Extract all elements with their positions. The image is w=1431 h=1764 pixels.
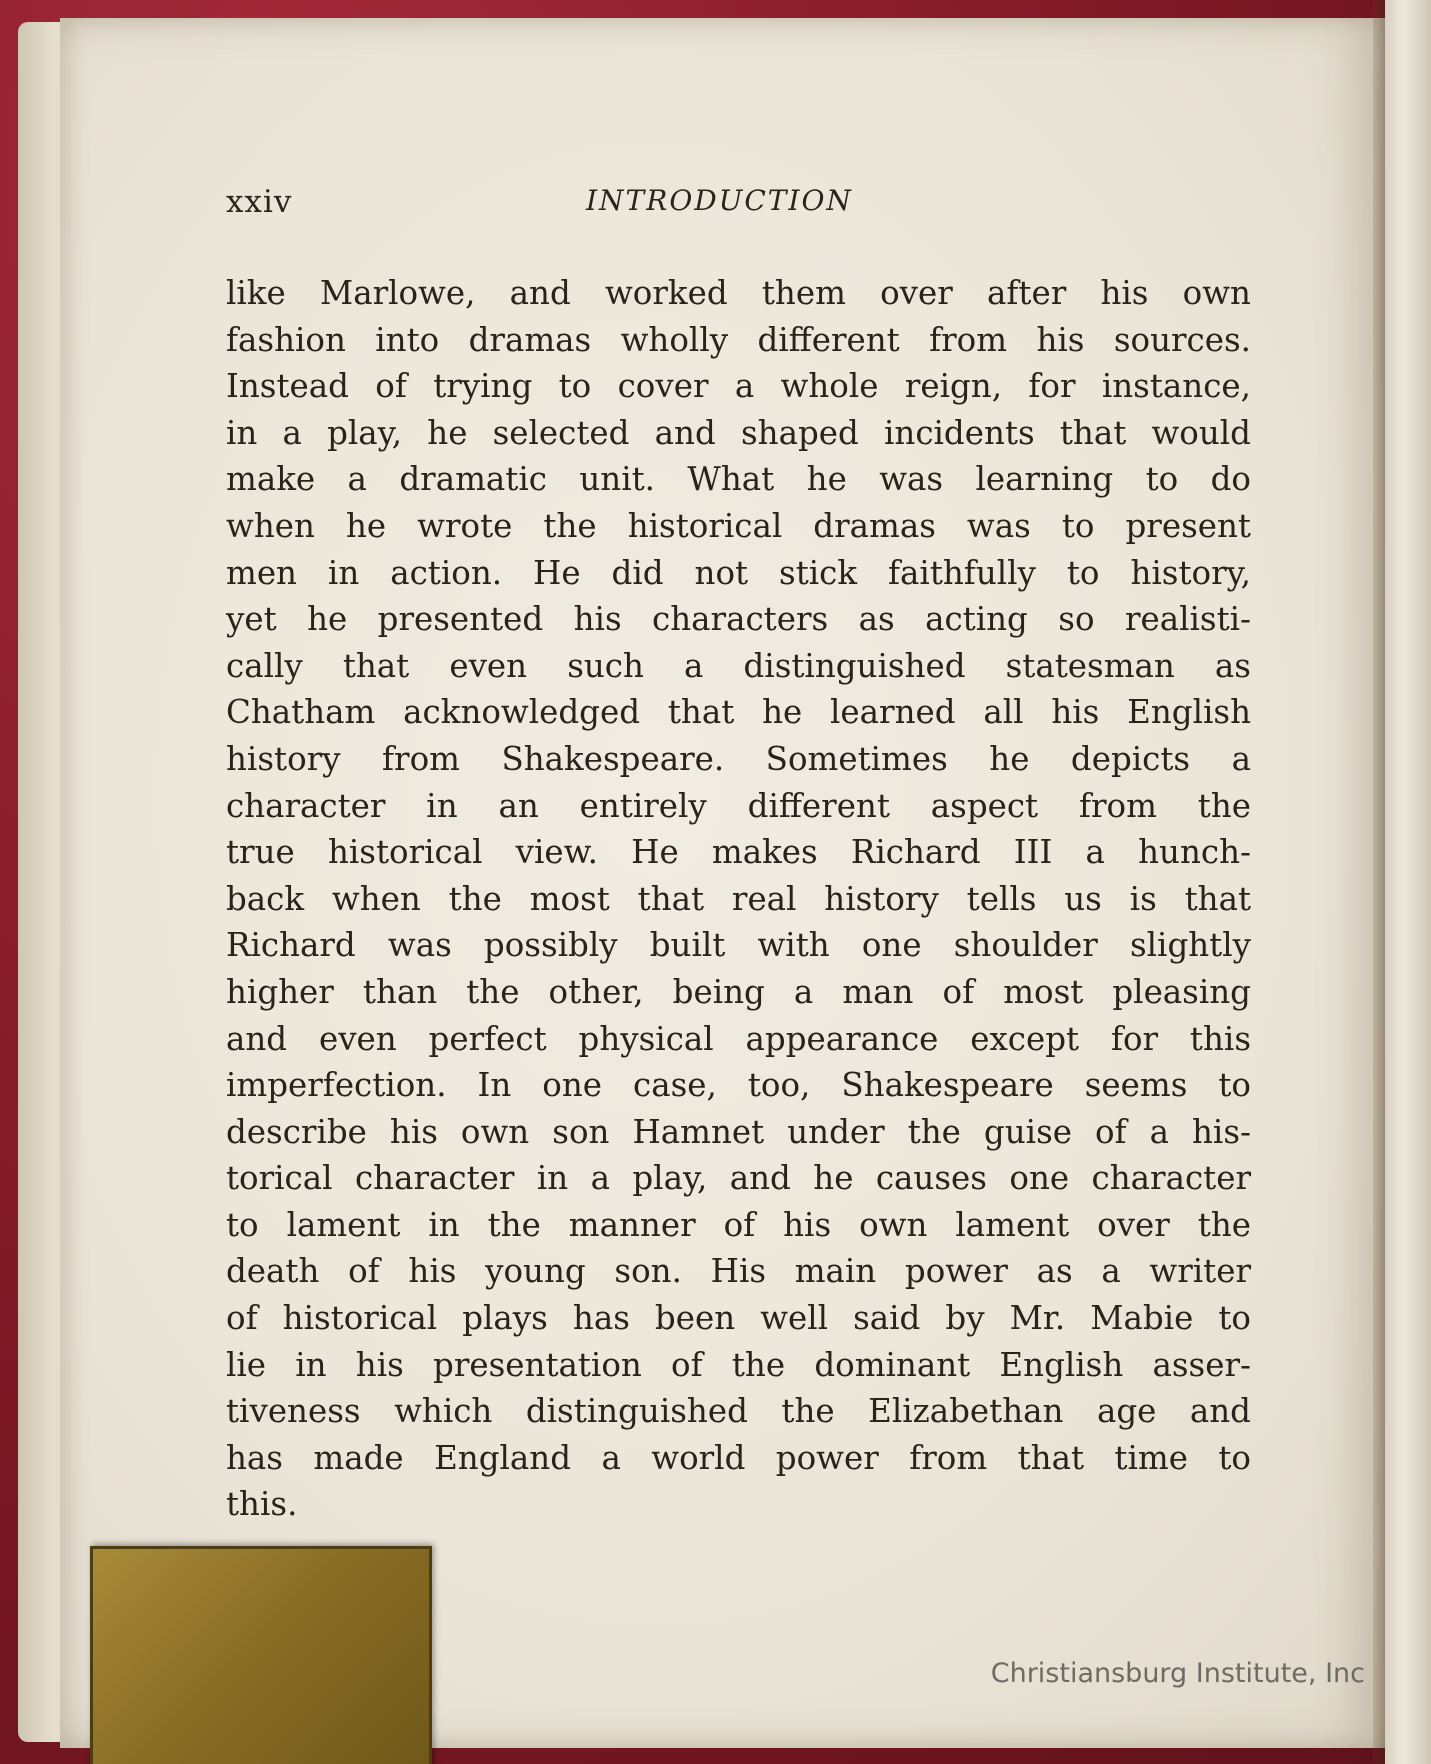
text-line: describe his own son Hamnet under the guise of a his- [226, 1112, 1251, 1151]
brass-bookmark [90, 1546, 432, 1764]
text-line: higher than the other, being a man of most pleasing [226, 972, 1251, 1011]
text-line: Richard was possibly built with one shoulder slightly [226, 926, 1251, 965]
text-line: back when the most that real history tells us is that [226, 879, 1251, 918]
text-line: imperfection. In one case, too, Shakespeare seems to [226, 1066, 1251, 1105]
page-number: xxiv [226, 184, 293, 220]
text-line: torical character in a play, and he causes one character [226, 1159, 1251, 1198]
text-line-last: this. [226, 1485, 298, 1524]
text-line: tiveness which distinguished the Elizabethan age and [226, 1392, 1251, 1431]
facing-page-edge [1385, 0, 1431, 1764]
text-line: cally that even such a distinguished statesman as [226, 646, 1251, 685]
running-head [226, 184, 1248, 224]
body-text [226, 270, 1251, 1528]
section-title: INTRODUCTION [586, 184, 853, 217]
text-line: to lament in the manner of his own lament over the [226, 1205, 1251, 1244]
text-line: Instead of trying to cover a whole reign, for instance, [226, 367, 1251, 406]
page-gutter-shadow [1373, 0, 1385, 1764]
text-line: men in action. He did not stick faithfully to history, [226, 553, 1251, 592]
text-line: character in an entirely different aspect from the [226, 786, 1251, 825]
text-line: history from Shakespeare. Sometimes he depicts a [226, 739, 1251, 778]
text-line: death of his young son. His main power as a writer [226, 1252, 1251, 1291]
text-line: and even perfect physical appearance except for this [226, 1019, 1251, 1058]
text-line: has made England a world power from that time to [226, 1438, 1251, 1477]
text-line: yet he presented his characters as acting so realisti- [226, 600, 1251, 639]
text-line: like Marlowe, and worked them over after his own [226, 274, 1251, 312]
text-line: of historical plays has been well said by Mr. Mabie to [226, 1299, 1251, 1338]
text-line: in a play, he selected and shaped incidents that would [226, 413, 1251, 452]
text-line: lie in his presentation of the dominant English asser- [226, 1345, 1251, 1384]
text-line: make a dramatic unit. What he was learning to do [226, 460, 1251, 499]
text-line: when he wrote the historical dramas was to present [226, 506, 1251, 545]
watermark: Christiansburg Institute, Inc [990, 1658, 1365, 1689]
text-line: fashion into dramas wholly different from his sources. [226, 320, 1251, 359]
text-line: Chatham acknowledged that he learned all his English [226, 693, 1251, 732]
text-line: true historical view. He makes Richard III a hunch- [226, 833, 1251, 872]
